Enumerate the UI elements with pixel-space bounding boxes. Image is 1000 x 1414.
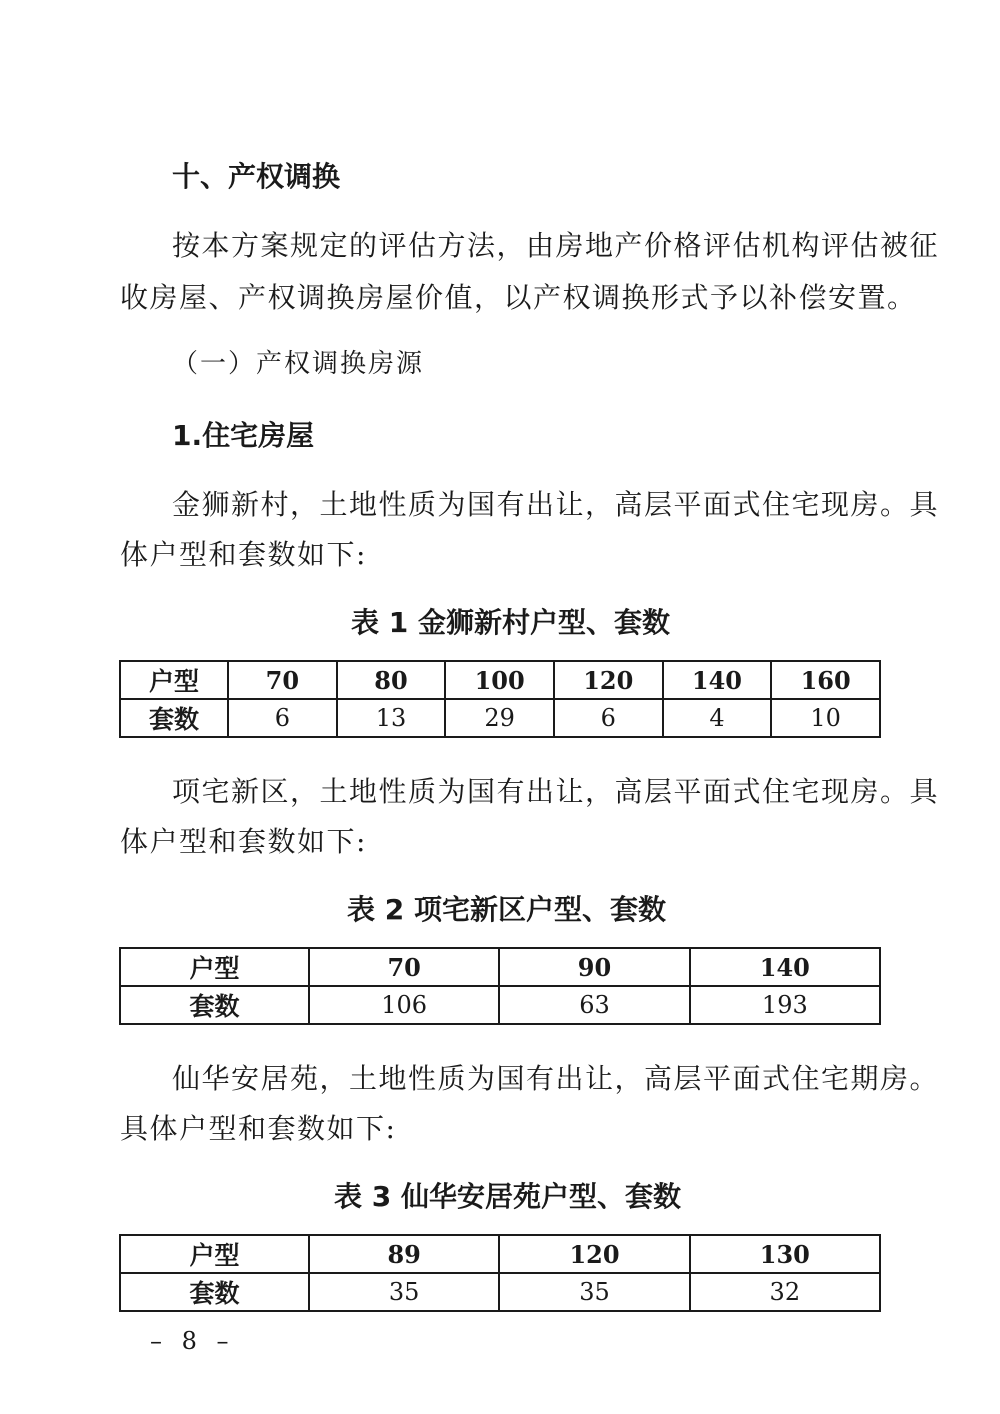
- table-3: [119, 1234, 881, 1312]
- paragraph-1-line-1: 金狮新村，土地性质为国有出让，高层平面式住宅现房。具: [172, 488, 940, 521]
- table-1-caption: 表 1 金狮新村户型、套数: [351, 606, 670, 639]
- table-cell: 160: [771, 661, 880, 699]
- table-row-label: 套数: [120, 699, 228, 737]
- table-cell: 63: [499, 986, 689, 1024]
- table-3-count-row: [120, 1273, 880, 1311]
- table-cell: 130: [690, 1235, 880, 1273]
- table-row-label: 套数: [120, 986, 309, 1024]
- table-cell: 90: [499, 948, 689, 986]
- table-row-label: 户型: [120, 1235, 309, 1273]
- intro-line-2: 收房屋、产权调换房屋价值，以产权调换形式予以补偿安置。: [120, 281, 917, 314]
- item-heading: 1.住宅房屋: [172, 419, 315, 452]
- paragraph-3-line-1: 仙华安居苑，土地性质为国有出让，高层平面式住宅期房。: [172, 1062, 940, 1095]
- table-2-caption: 表 2 项宅新区户型、套数: [347, 893, 666, 926]
- table-2: [119, 947, 881, 1025]
- section-heading: 十、产权调换: [172, 160, 341, 193]
- table-row-label: 套数: [120, 1273, 309, 1311]
- table-2-count-row: [120, 986, 880, 1024]
- table-1-type-row: [120, 661, 880, 699]
- table-row-label: 户型: [120, 661, 228, 699]
- table-cell: 70: [309, 948, 499, 986]
- table-1-count-row: [120, 699, 880, 737]
- table-cell: 106: [309, 986, 499, 1024]
- paragraph-2-line-1: 项宅新区，土地性质为国有出让，高层平面式住宅现房。具: [172, 775, 940, 808]
- table-cell: 120: [554, 661, 663, 699]
- table-cell: 140: [663, 661, 772, 699]
- table-cell: 10: [771, 699, 880, 737]
- table-cell: 35: [499, 1273, 689, 1311]
- table-cell: 13: [337, 699, 446, 737]
- table-cell: 140: [690, 948, 880, 986]
- sub-heading: （一）产权调换房源: [172, 349, 425, 379]
- table-cell: 100: [445, 661, 554, 699]
- table-cell: 4: [663, 699, 772, 737]
- table-cell: 6: [554, 699, 663, 737]
- table-cell: 120: [499, 1235, 689, 1273]
- table-3-type-row: [120, 1235, 880, 1273]
- table-cell: 32: [690, 1273, 880, 1311]
- table-2-type-row: [120, 948, 880, 986]
- paragraph-2-line-2: 体户型和套数如下:: [120, 825, 367, 858]
- page-number: – 8 –: [150, 1327, 235, 1355]
- paragraph-3-line-2: 具体户型和套数如下:: [120, 1112, 397, 1145]
- table-3-caption: 表 3 仙华安居苑户型、套数: [334, 1180, 681, 1213]
- table-cell: 89: [309, 1235, 499, 1273]
- table-cell: 193: [690, 986, 880, 1024]
- table-cell: 29: [445, 699, 554, 737]
- table-row-label: 户型: [120, 948, 309, 986]
- intro-line-1: 按本方案规定的评估方法，由房地产价格评估机构评估被征: [172, 229, 940, 262]
- table-cell: 80: [337, 661, 446, 699]
- table-1: [119, 660, 881, 738]
- table-cell: 70: [228, 661, 337, 699]
- paragraph-1-line-2: 体户型和套数如下:: [120, 538, 367, 571]
- table-cell: 35: [309, 1273, 499, 1311]
- table-cell: 6: [228, 699, 337, 737]
